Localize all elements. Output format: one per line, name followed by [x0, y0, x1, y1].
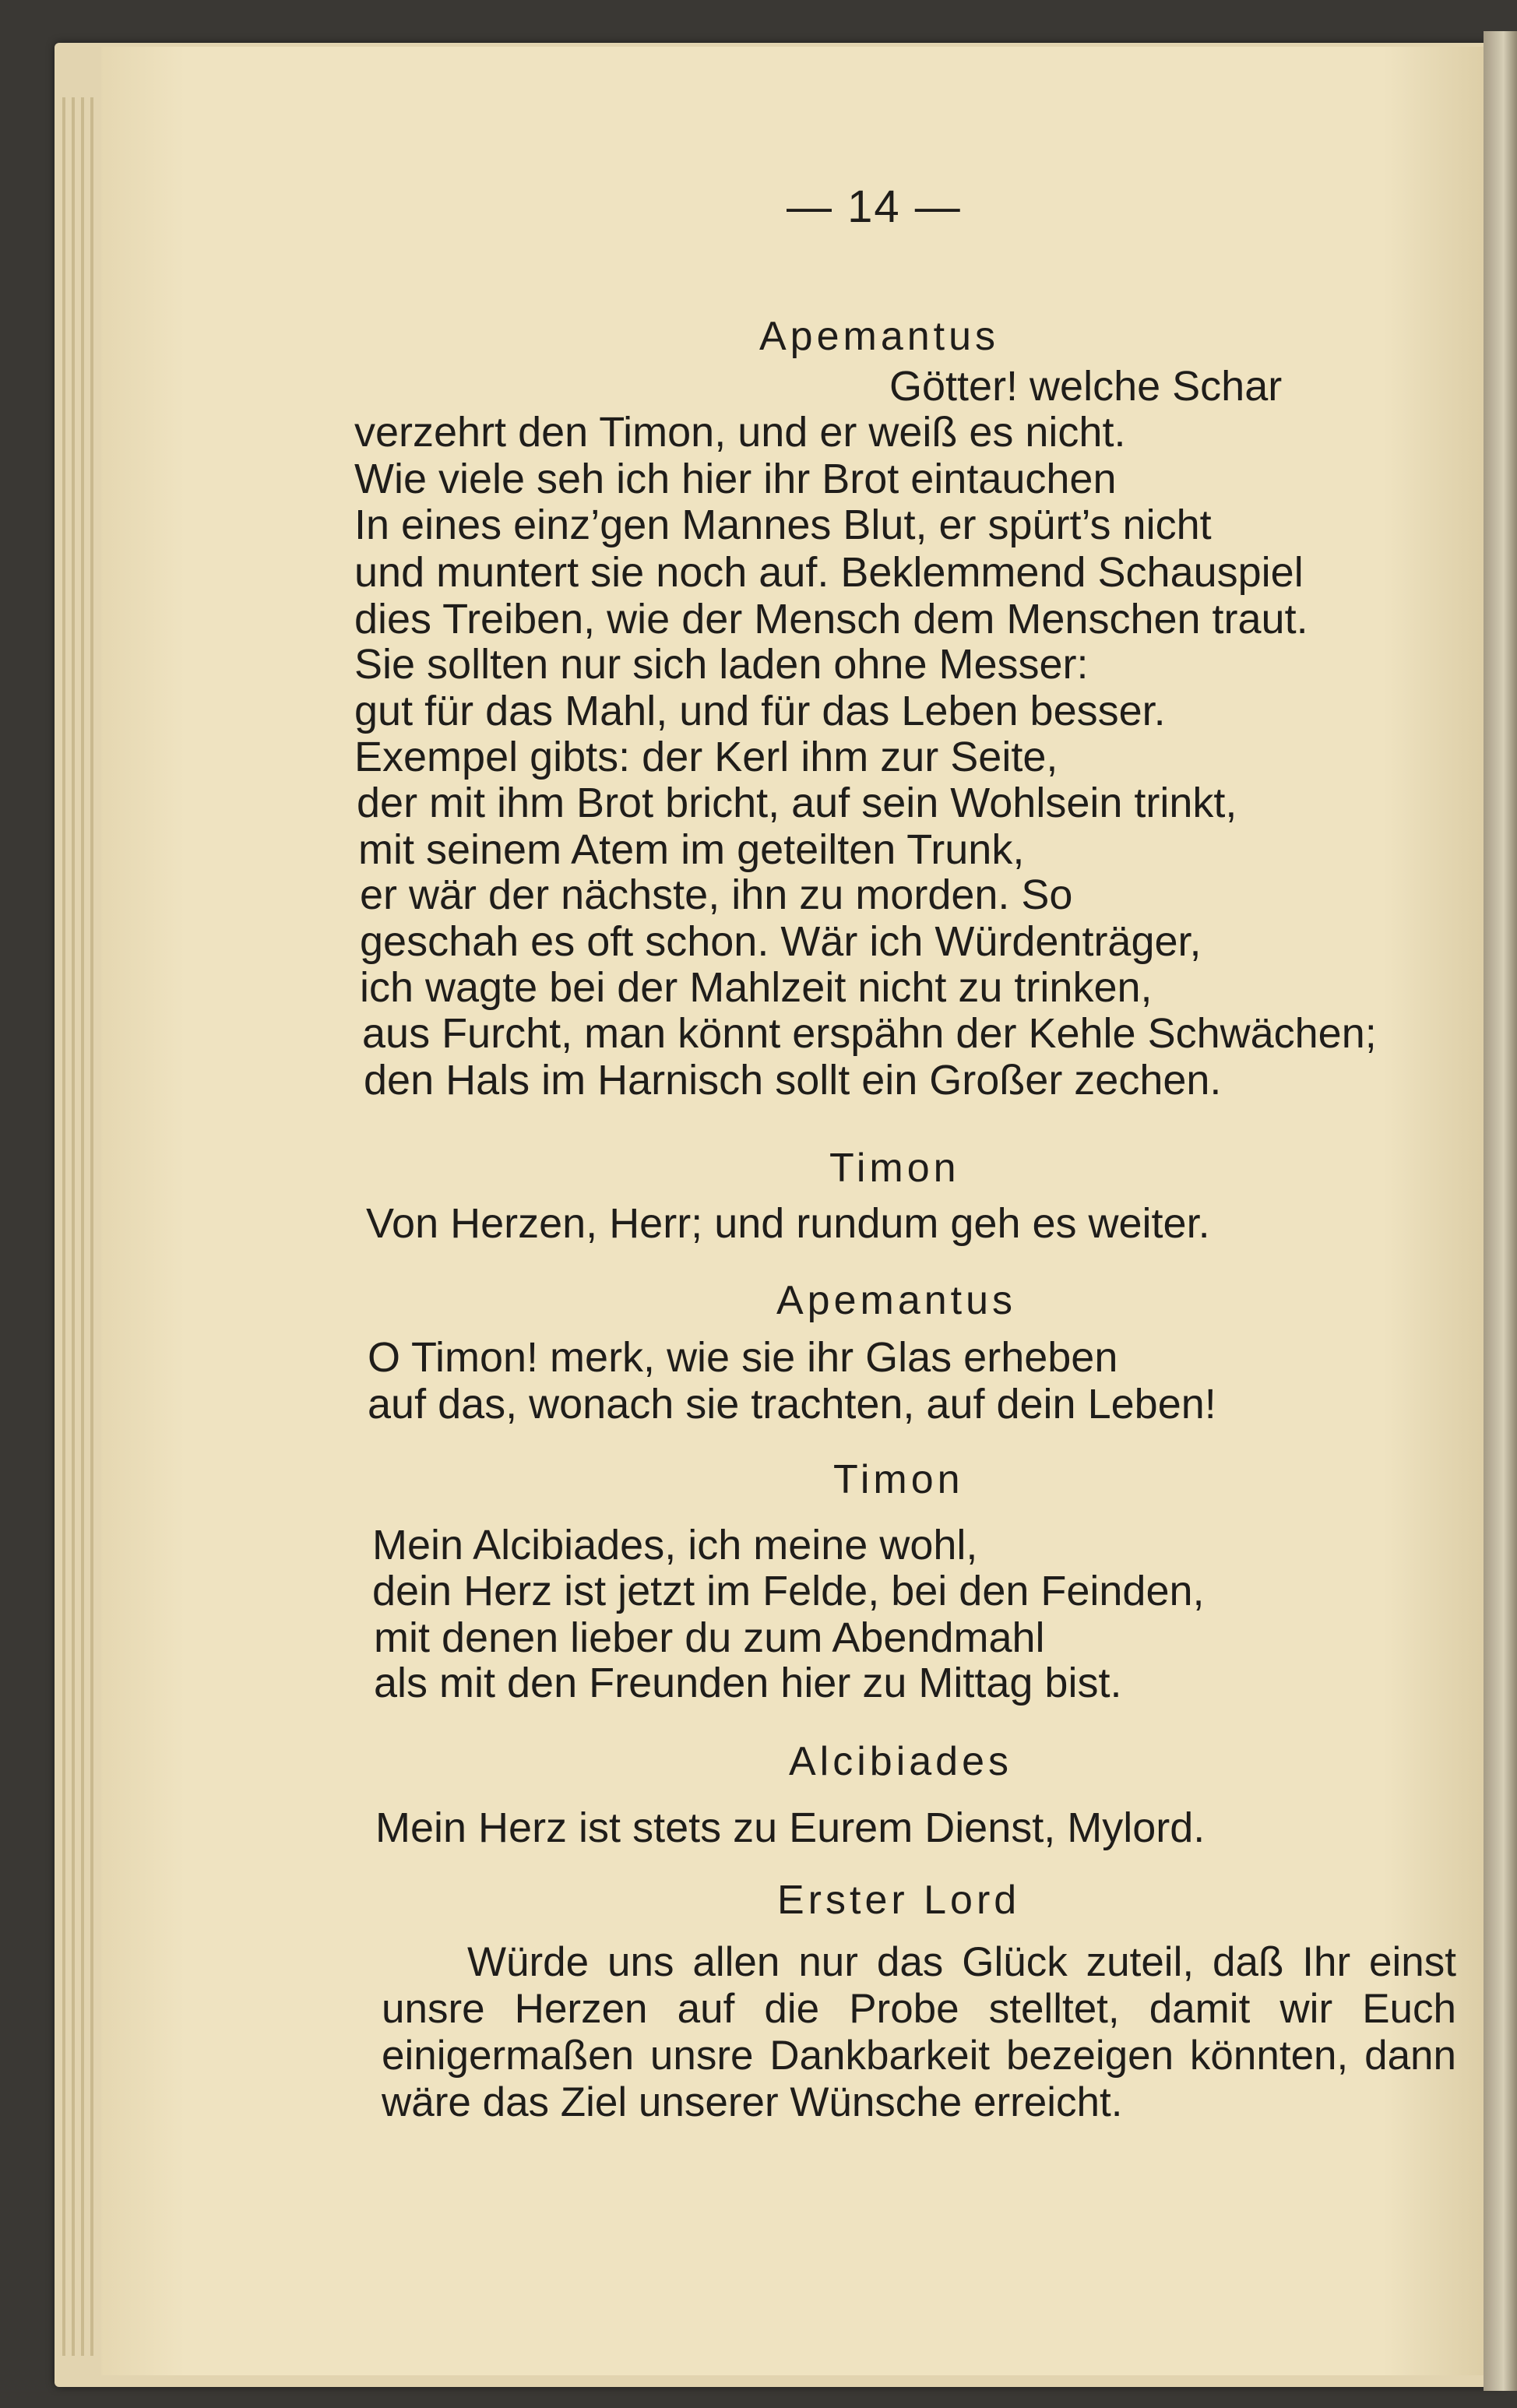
verse-line: Von Herzen, Herr; und rundum geh es weiter.	[366, 1200, 1210, 1247]
page-edge	[90, 97, 93, 2356]
speaker-name: Erster Lord	[777, 1878, 1021, 1923]
speaker-name: Timon	[829, 1146, 960, 1191]
verse-line: der mit ihm Brot bricht, auf sein Wohlsein trinkt,	[357, 780, 1237, 826]
page-edge	[81, 97, 84, 2356]
verse-line: Mein Alcibiades, ich meine wohl,	[372, 1522, 978, 1568]
verse-line: Sie sollten nur sich laden ohne Messer:	[354, 641, 1089, 688]
verse-line: dein Herz ist jetzt im Felde, bei den Feinden,	[372, 1568, 1205, 1614]
page-edge	[72, 97, 75, 2356]
verse-line: auf das, wonach sie trachten, auf dein Leben!	[368, 1381, 1216, 1428]
speaker-name: Timon	[833, 1457, 964, 1502]
book-gutter	[1484, 31, 1517, 2391]
verse-line: als mit den Freunden hier zu Mittag bist.	[374, 1660, 1122, 1706]
page-edge	[62, 97, 65, 2356]
verse-line: und muntert sie noch auf. Beklemmend Schauspiel	[354, 549, 1304, 596]
verse-line: In eines einz’gen Mannes Blut, er spürt’s nicht	[354, 502, 1212, 548]
verse-line: Wie viele seh ich hier ihr Brot eintauchen	[354, 456, 1117, 502]
verse-line: mit denen lieber du zum Abendmahl	[374, 1614, 1045, 1661]
verse-line: gut für das Mahl, und für das Leben besser.	[354, 688, 1166, 734]
verse-line: ich wagte bei der Mahlzeit nicht zu trinken,	[360, 964, 1153, 1011]
verse-line: geschah es oft schon. Wär ich Würdenträger,	[360, 918, 1202, 965]
verse-line: den Hals im Harnisch sollt ein Großer zechen.	[364, 1057, 1222, 1104]
verse-line: Mein Herz ist stets zu Eurem Dienst, Mylord.	[375, 1804, 1206, 1851]
verse-line: O Timon! merk, wie sie ihr Glas erheben	[368, 1334, 1118, 1381]
verse-line: er wär der nächste, ihn zu morden. So	[360, 871, 1073, 918]
prose-text: Würde uns allen nur das Glück zuteil, daß Ihr einst unsre Herzen auf die Probe stelltet, damit wir Euch einigermaßen unsre Dankbarkeit bezeigen könnten, dann wäre das Ziel unserer Wünsche erreicht.	[382, 1939, 1456, 2125]
verse-line: Exempel gibts: der Kerl ihm zur Seite,	[354, 734, 1058, 780]
verse-line: verzehrt den Timon, und er weiß es nicht.	[354, 409, 1126, 456]
verse-line: Götter! welche Schar	[889, 363, 1283, 410]
prose-paragraph	[382, 1939, 1456, 2126]
speaker-name: Apemantus	[759, 314, 1000, 359]
verse-line: dies Treiben, wie der Mensch dem Menschen traut.	[354, 596, 1308, 642]
page-number: — 14 —	[787, 181, 962, 232]
verse-line: aus Furcht, man könnt erspähn der Kehle Schwächen;	[362, 1010, 1377, 1057]
speaker-name: Alcibiades	[789, 1739, 1013, 1784]
verse-line: mit seinem Atem im geteilten Trunk,	[358, 826, 1025, 873]
speaker-name: Apemantus	[776, 1278, 1017, 1323]
